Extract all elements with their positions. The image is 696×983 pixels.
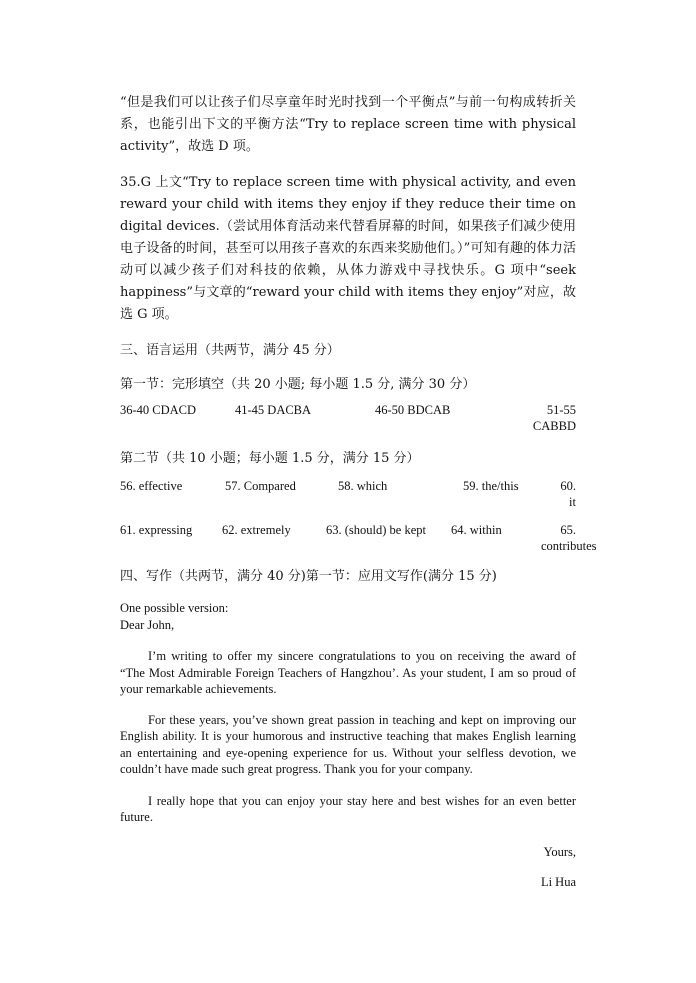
cloze-answers	[120, 402, 576, 434]
grammar-answer: 57. Compared	[225, 479, 296, 493]
grammar-answers-row1	[120, 478, 576, 510]
letter-greeting: Dear John,	[120, 617, 175, 632]
letter-paragraph-3: I really hope that you can enjoy your stay here and best wishes for an even better future.	[120, 793, 576, 824]
cloze-answer: 46-50 BDCAB	[375, 403, 451, 417]
explanation-paragraph-34: “但是我们可以让孩子们尽享童年时光时找到一个平衡点”与前一句构成转折关系，也能引出下文的平衡方法“Try to replace screen time with physical activity”，故选 D 项。	[120, 95, 576, 154]
section4-heading: 四、写作（共两节，满分 40 分)第一节：应用文写作(满分 15 分)	[120, 569, 497, 584]
letter-intro: One possible version:	[120, 601, 229, 615]
grammar-answers-row2	[120, 522, 597, 554]
grammar-answer: 56. effective	[120, 479, 183, 493]
part1-heading: 第一节：完形填空（共 20 小题; 每小题 1.5 分, 满分 30 分）	[120, 377, 476, 392]
grammar-answer: 64. within	[451, 523, 502, 537]
grammar-answer: 59. the/this	[463, 479, 519, 493]
grammar-answer: 61. expressing	[120, 523, 193, 537]
letter-paragraph-1: I’m writing to offer my sincere congratulations to you on receiving the award of “The Most Admirable Foreign Teachers of Hangzhou’. As your student, I am so proud of your remarkable achievements.	[120, 649, 576, 696]
grammar-answer: 58. which	[338, 479, 388, 493]
grammar-answer: 65. contributes	[541, 523, 597, 553]
cloze-answer: 36-40 CDACD	[120, 403, 197, 417]
part2-heading: 第二节（共 10 小题；每小题 1.5 分，满分 15 分）	[120, 451, 420, 466]
cloze-answer: 41-45 DACBA	[235, 403, 312, 417]
answer-document	[120, 92, 597, 891]
sample-letter	[120, 600, 576, 891]
explanation-paragraph-35: 35.G 上文“Try to replace screen time with physical activity, and even reward your child with items they enjoy if they reduce their time on digital devices.（尝试用体育活动来代替看屏幕的时间，如果孩子们减少使用电子设备的时间，甚至可以用孩子喜欢的东西来奖励他们。）”可知有趣的体力活动可以减少孩子们对科技的依赖，从体力游戏中寻找快乐。G 项中“seek happiness”与文章的“reward your child with items they enjoy”对应，故选 G 项。	[120, 175, 576, 322]
section3-heading: 三、语言运用（共两节，满分 45 分）	[120, 343, 340, 358]
grammar-answer: 62. extremely	[222, 523, 291, 537]
letter-closing: Yours,	[543, 844, 576, 859]
cloze-answer: 51-55 CABBD	[532, 403, 576, 433]
letter-paragraph-2: For these years, you’ve shown great passion in teaching and kept on improving our English ability. It is your humorous and instructive teaching that makes English learning an entertaining and eye-opening experience for us. Without your selfless devotion, we couldn’t have made such great progress. Thank you for your company.	[120, 712, 576, 776]
grammar-answer: 60. it	[560, 479, 576, 509]
grammar-answer: 63. (should) be kept	[326, 523, 426, 537]
letter-signature: Li Hua	[540, 875, 576, 889]
